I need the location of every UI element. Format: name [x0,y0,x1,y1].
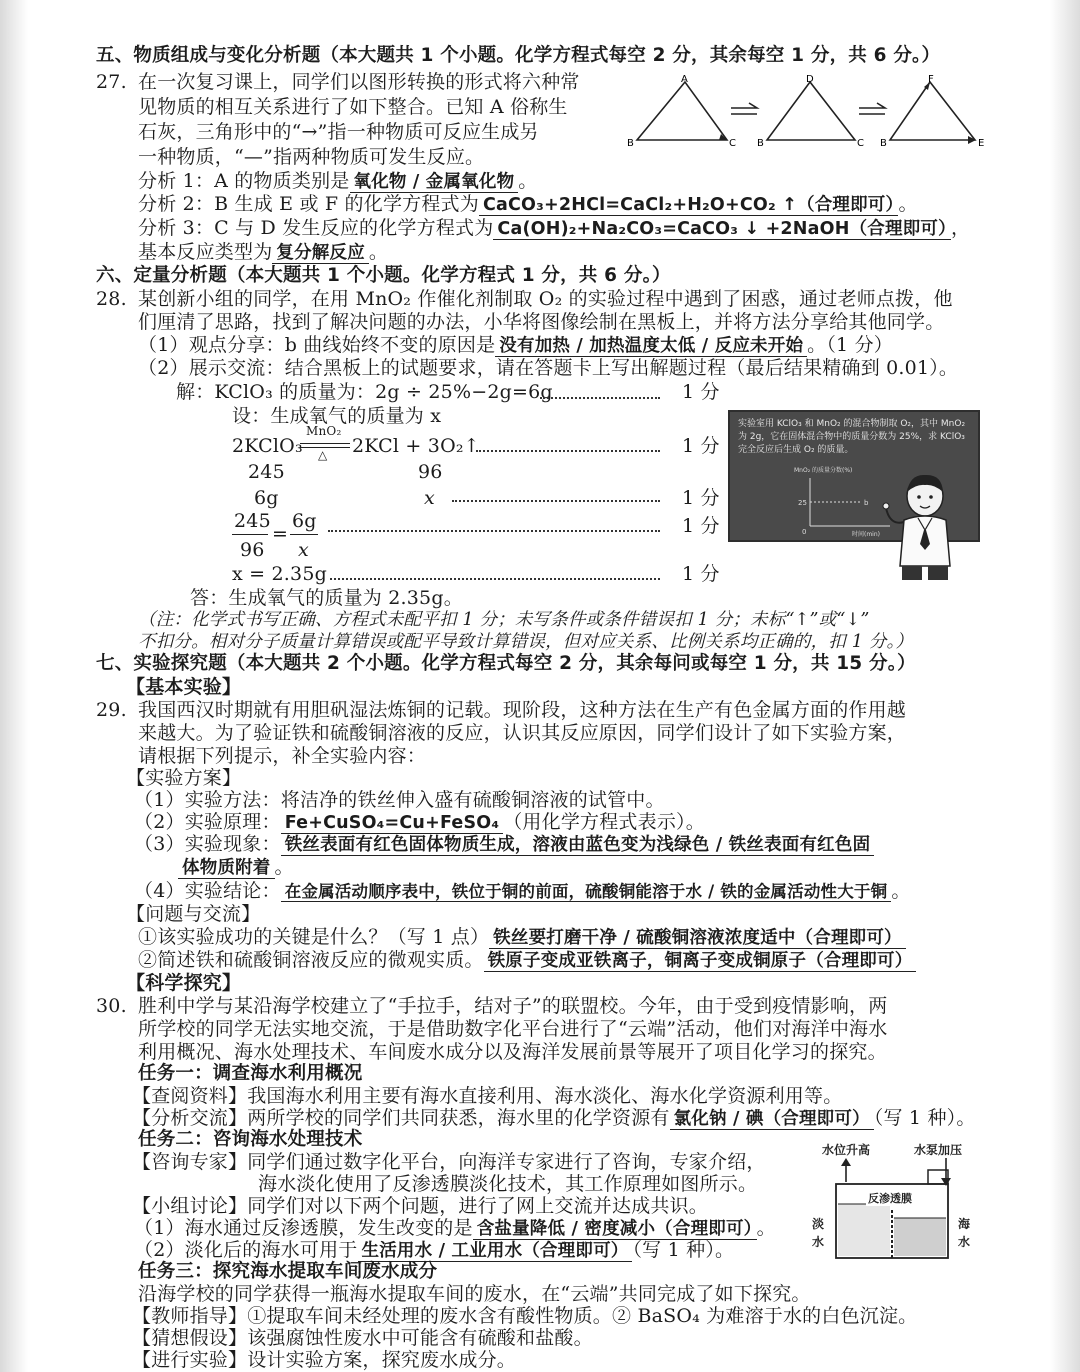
task-2-question-1-end: 。 [756,1217,776,1239]
analysis-2-answer: CaCO₃+2HCl=CaCl₂+H₂O+CO₂ ↑（合理即可） [479,195,899,216]
task-1-line-2-answer: 氯化钠 / 碘（合理即可） [670,1109,874,1130]
q28-line-1: 某创新小组的同学，在用 MnO₂ 作催化剂制取 O₂ 的实验过程中遇到了困惑，通过老师点拨，他 [138,288,953,310]
fig-up-arrow-head [841,1158,851,1166]
ratio-equals: = [272,523,289,545]
section-7-heading: 七、实验探究题（本大题共 2 个小题。化学方程式每空 2 分，其余每问或每空 1 分，共 15 分。） [96,653,916,674]
fig-fresh-water [838,1204,890,1256]
page-left-edge [0,0,28,1372]
plan-item-3-label: （3）实验现象： [134,833,281,855]
equation-left: 2KClO₃ [232,435,303,457]
plan-item-2-answer: Fe+CuSO₄=Cu+FeSO₄ [281,813,504,834]
q29-line-2: 来越大。为了验证铁和硫酸铜溶液的反应，认识其反应原因，同学们设计了如下实验方案， [138,722,907,744]
q27-line-4: 一种物质，“—”指两种物质可发生反应。 [138,146,485,168]
q27-line-2: 见物质的相互关系进行了如下整合。已知 A 俗称生 [138,96,568,118]
analysis-2 [138,192,918,217]
triangle-2 [767,82,855,140]
plan-item-3-cont [178,855,294,880]
q30-line-1: 胜利中学与某沿海学校建立了“手拉手，结对子”的联盟校。今年，由于受到疫情影响，两 [138,995,888,1017]
leader-dots-4 [328,530,660,532]
score-3: 1 分 [682,487,720,509]
label-b-2: B [757,138,764,149]
board-xlabel: 时间(min) [852,531,880,538]
analysis-3-label: 分析 3：C 与 D 发生反应的化学方程式为 [138,217,494,239]
label-b-3: B [880,138,887,149]
ratio-bar-1 [232,534,268,535]
q30-number: 30. [96,995,127,1017]
label-d: D [806,74,814,85]
ratio-denominator-1: 96 [240,539,265,561]
board-label-b: b [864,499,869,507]
q28-part-1-label: （1）观点分享：b 曲线始终不变的原因是 [138,334,496,356]
task-2-line-1: 【咨询专家】同学们通过数字化平台，向海洋专家进行了咨询，专家介绍， [132,1151,766,1173]
q28-line-2: 们厘清了思路，找到了解决问题的办法，小华将图像绘制在黑板上，并将方法分享给其他同学。 [138,311,945,333]
analysis-3-answer: Ca(OH)₂+Na₂CO₃=CaCO₃ ↓ +2NaOH（合理即可） [493,219,951,240]
analysis-1-label: 分析 1：A 的物质类别是 [138,170,350,192]
q29-line-3: 请根据下列提示，补全实验内容： [138,745,427,767]
task-3-line-2: 【教师指导】①提取车间未经处理的废水含有酸性物质。② BaSO₄ 为难溶于水的白色沉淀。 [132,1305,918,1327]
board-tick-25: 25 [798,499,807,507]
leader-dots-5 [330,578,660,580]
task-3-heading: 任务三：探究海水提取车间废水成分 [138,1261,438,1282]
fig-label-fresh-1: 淡 [812,1217,825,1231]
plan-item-3-answer-1: 铁丝表面有红色固体物质生成，溶液由蓝色变为浅绿色 / 铁丝表面有红色固 [281,835,875,856]
leader-dots-3 [452,500,660,502]
fig-label-sea-1: 海 [958,1217,971,1231]
q28-part-1-answer: 没有加热 / 加热温度太低 / 反应未开始 [495,336,807,357]
plan-item-4-end: 。 [891,880,911,902]
answer-line: 答：生成氧气的质量为 2.35g。 [190,587,463,609]
fig-label-sea-2: 水 [958,1235,971,1249]
label-a: A [681,74,688,85]
task-2-heading: 任务二：咨询海水处理技术 [138,1129,363,1150]
note-line-2: 不扣分。相对分子质量计算错误或配平导致计算错误，但对应关系、比例关系均正确的，扣 1 分。） [138,632,914,652]
solution-line-1: 解：KClO₃ 的质量为：2g ÷ 25%−2g=6g [176,381,553,403]
analysis-1-answer: 氧化物 / 金属氧化物 [350,172,519,193]
q28-number: 28. [96,288,127,310]
equation-right: 2KCl + 3O₂↑ [352,435,480,457]
plan-item-2-label: （2）实验原理： [134,811,281,833]
ratio-numerator-1: 245 [234,510,271,532]
score-5: 1 分 [682,563,720,585]
page-right-edge [1050,0,1080,1372]
q28-part-1 [138,333,893,358]
equation-heat: △ [318,448,328,462]
discussion-2 [138,948,916,973]
result-line: x = 2.35g [232,563,327,585]
task-1-line-2-end: （写 1 种）。 [873,1107,976,1129]
q27-line-3: 石灰，三角形中的“→”指一种物质可反应生成另 [138,121,539,143]
label-e: E [978,138,985,149]
mass-1: 6g [254,487,279,509]
equation-catalyst: MnO₂ [306,424,342,438]
science-inquiry-tag: 【科学探究】 [126,972,242,994]
q27-number: 27. [96,71,127,93]
task-2-question-2-label: （2）淡化后的海水可用于 [134,1239,358,1261]
plan-item-4 [134,879,911,904]
label-b-1: B [627,138,634,149]
fig-label-level-rise: 水位升高 [822,1143,871,1157]
task-2-question-2-end: （写 1 种）。 [632,1239,735,1261]
board-origin: 0 [802,528,807,536]
task-2-question-1-label: （1）海水通过反渗透膜，发生改变的是 [134,1217,473,1239]
triangle-3 [890,82,975,140]
ratio-numerator-2: 6g [292,510,317,532]
task-3-line-1: 沿海学校的同学获得一瓶海水提取车间的废水，在“云端”共同完成了如下探究。 [138,1283,811,1305]
task-3-line-3: 【猜想假设】该强腐蚀性废水中可能含有硫酸和盐酸。 [132,1327,593,1349]
equation-equals-top [300,443,350,444]
plan-item-4-label: （4）实验结论： [134,880,281,902]
task-1-heading: 任务一：调查海水利用概况 [138,1063,363,1084]
ratio-denominator-2: x [298,539,309,561]
discussion-tag: 【问题与交流】 [126,903,261,925]
reverse-osmosis-figure [808,1140,978,1262]
mass-2: x [424,487,435,509]
analysis-1-end: 。 [518,170,538,192]
analysis-3 [138,216,970,241]
task-2-question-2-answer: 生活用水 / 工业用水（合理即可） [358,1241,633,1262]
q30-line-3: 利用概况、海水处理技术、车间废水成分以及海洋发展前景等展开了项目化学习的探究。 [138,1041,887,1063]
q28-part-1-end: 。（1 分） [807,334,893,356]
task-3-line-4: 【进行实验】设计实验方案，探究废水成分。 [132,1349,517,1371]
task-1-line-1: 【查阅资料】我国海水利用主要有海水直接利用、海水淡化、海水化学资源利用等。 [132,1085,843,1107]
discussion-2-label: ②简述铁和硫酸铜溶液反应的微观实质。 [138,949,484,971]
fig-label-membrane: 反渗透膜 [868,1192,912,1205]
task-2-line-3: 【小组讨论】同学们对以下两个问题，进行了网上交流并达成共识。 [132,1195,709,1217]
analysis-2-end: 。 [898,193,918,215]
triangle-1 [637,82,727,140]
plan-item-4-answer: 在金属活动顺序表中，铁位于铜的前面，硫酸铜能溶于水 / 铁的金属活动性大于铜 [281,882,892,902]
discussion-2-answer: 铁原子变成亚铁离子，铜离子变成铜原子（合理即可） [484,951,917,972]
basic-experiment-tag: 【基本实验】 [126,676,242,698]
triangle-diagram [625,72,995,152]
section-5-heading: 五、物质组成与变化分析题（本大题共 1 个小题。化学方程式每空 2 分，其余每空 1 分，共 6 分。） [96,45,941,66]
molar-mass-1: 245 [248,461,285,483]
fig-label-fresh-2: 水 [812,1235,825,1249]
experiment-plan-tag: 【实验方案】 [126,767,242,789]
q27-line-1: 在一次复习课上，同学们以图形转换的形式将六种常 [138,71,580,93]
label-f: F [928,74,934,85]
analysis-3-end: ， [951,217,971,239]
discussion-1-label: ①该实验成功的关键是什么？（写 1 点） [138,926,490,948]
plan-item-2-end: （用化学方程式表示）。 [503,811,705,833]
q28-part-2: （2）展示交流：结合黑板上的试题要求，请在答题卡上写出解题过程（最后结果精确到 0.01）。 [138,357,959,379]
leader-dots-1 [540,397,660,399]
analysis-4-end: 。 [368,241,389,263]
score-4: 1 分 [682,515,720,537]
task-2-line-2: 海水淡化使用了反渗透膜淡化技术，其工作原理如图所示。 [258,1173,758,1195]
q29-number: 29. [96,699,127,721]
plan-item-3 [134,832,874,857]
task-1-line-2-label: 【分析交流】两所学校的同学们共同获悉，海水里的化学资源有 [132,1107,670,1129]
analysis-1 [138,169,537,194]
ratio-bar-2 [290,534,318,535]
label-c-2: C [857,138,864,149]
analysis-4-answer: 复分解反应 [272,243,369,264]
score-2: 1 分 [682,435,720,457]
task-2-question-1-answer: 含盐量降低 / 密度减小（合理即可） [473,1219,757,1240]
board-ylabel: MnO₂ 的质量分数(%) [794,467,853,474]
molar-mass-2: 96 [418,461,443,483]
q30-line-2: 所学校的同学无法实地交流，于是借助数字化平台进行了“云端”活动，他们对海洋中海水 [138,1018,888,1040]
analysis-4-label: 基本反应类型为 [138,241,273,263]
analysis-4 [138,240,388,265]
q29-line-1: 我国西汉时期就有用胆矾湿法炼铜的记载。现阶段，这种方法在生产有色金属方面的作用越 [138,699,907,721]
plan-item-3-end: 。 [274,856,294,878]
analysis-2-label: 分析 2：B 生成 E 或 F 的化学方程式为 [138,193,479,215]
label-c-1: C [729,138,736,149]
student-illustration [880,470,970,580]
score-1: 1 分 [682,381,720,403]
solution-line-2: 设：生成氧气的质量为 x [232,405,442,427]
plan-item-1: （1）实验方法：将洁净的铁丝伸入盛有硫酸铜溶液的试管中。 [134,789,665,811]
transform-arrow-2 [859,103,885,114]
plan-item-3-answer-2: 体物质附着 [178,858,275,879]
fig-sea-water [894,1218,946,1256]
discussion-1 [138,925,906,950]
transform-arrow-1 [731,103,757,114]
leader-dots-2 [476,450,660,452]
discussion-1-answer: 铁丝要打磨干净 / 硫酸铜溶液浓度适中（合理即可） [489,928,906,949]
fig-label-pump: 水泵加压 [914,1143,963,1157]
note-line-1: （注：化学式书写正确、方程式未配平扣 1 分；未写条件或条件错误扣 1 分；未标“↑”或“↓” [138,610,870,630]
section-6-heading: 六、定量分析题（本大题共 1 个小题。化学方程式 1 分，共 6 分。） [96,265,671,286]
blackboard-text: 实验室用 KClO₃ 和 MnO₂ 的混合物制取 O₂，其中 MnO₂ 为 2g，它在固体混合物中的质量分数为 25%，求 KClO₃ 完全反应后生成 O₂ 的质量。 [738,419,966,455]
